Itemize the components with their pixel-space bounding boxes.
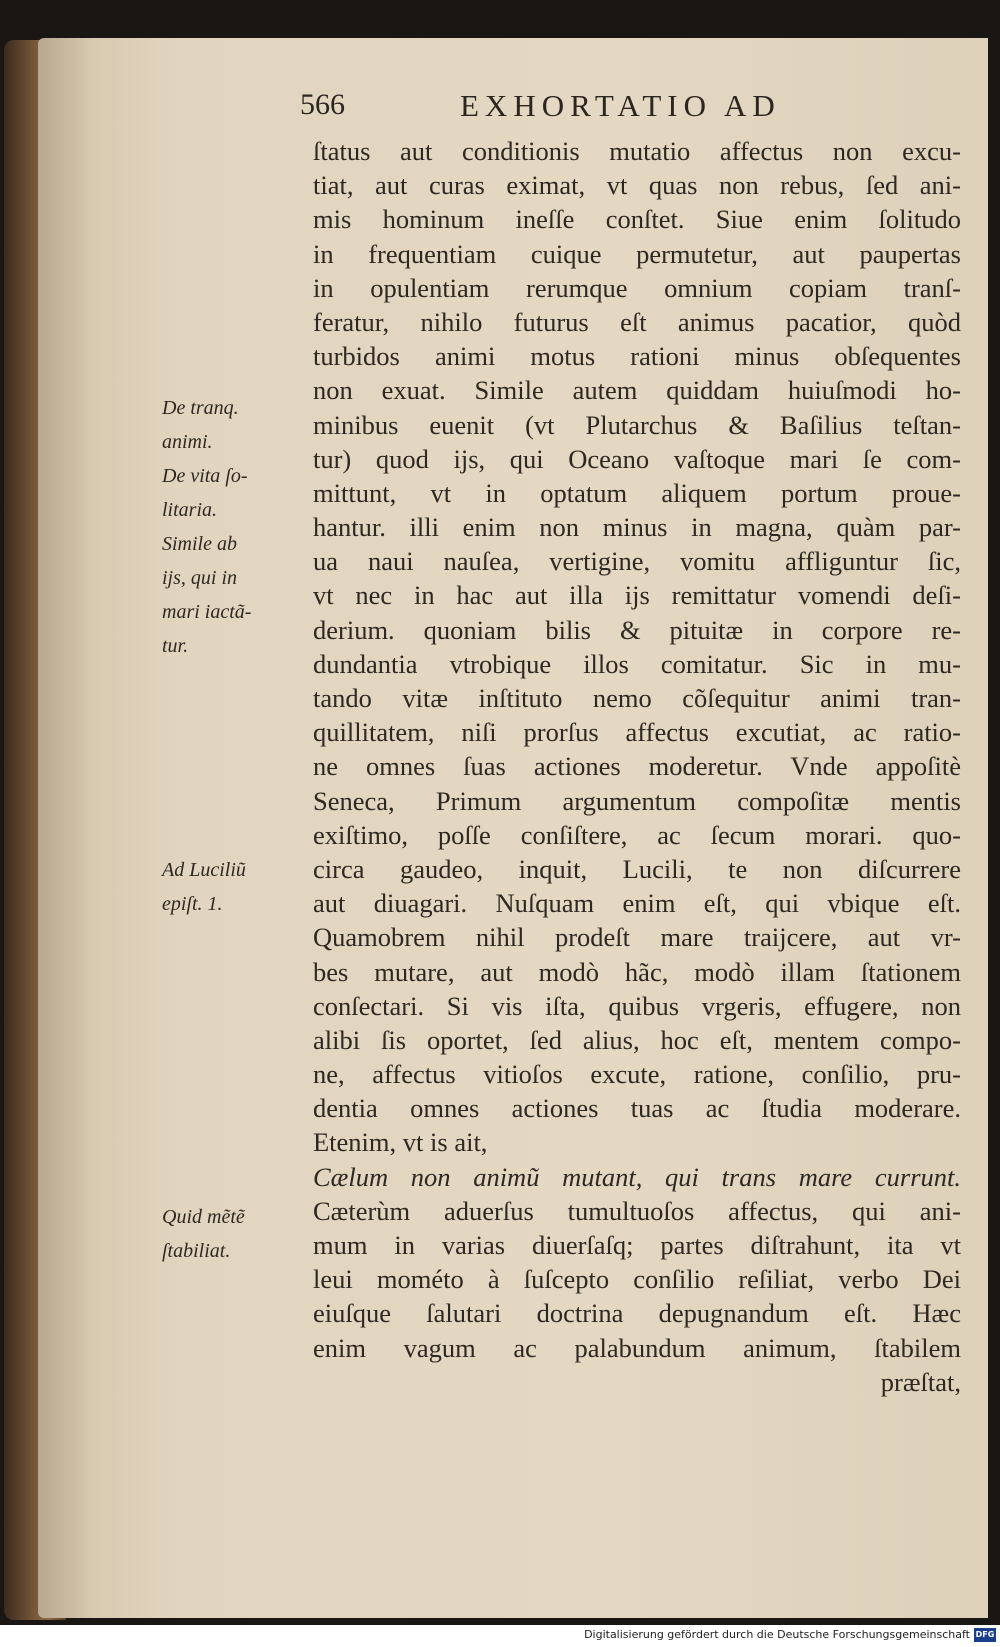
text-line: non exuat. Simile autem quiddam huiuſmodi ho- [313,375,961,406]
text-line: in opulentiam rerumque omnium copiam tranſ- [313,272,961,303]
text-line: bes mutare, aut modò hãc, modò illam ſtationem [313,956,961,987]
text-line: alibi ſis oportet, ſed alius, hoc eſt, mentem compo- [313,1024,961,1055]
verse-quotation: Cælum non animũ mutant, qui trans mare currunt. [313,1161,961,1192]
text-line: eiuſque ſalutari doctrina depugnandum eſt. Hæc [313,1298,961,1329]
text-line: mum in varias diuerſaſq; partes diſtrahunt, ita vt [313,1230,961,1260]
text-line: dundantia vtrobique illos comitatur. Sic in mu- [313,648,961,679]
margin-note-de-tranq: De tranq. animi. De vita ſo- litaria. [162,397,248,521]
catchword: præſtat, [880,1366,961,1397]
text-line: ne, affectus vitioſos excute, ratione, conſilio, pru- [313,1059,961,1090]
text-line: Etenim, vt is ait, [313,1127,488,1158]
text-line: ua naui nauſea, vertigine, vomitu affliguntur ſic, [313,546,961,577]
text-line: ſtatus aut conditionis mutatio affectus non excu- [313,136,961,166]
running-head: EXHORTATIO AD [460,88,781,123]
funding-credit: Digitalisierung gefördert durch die Deutsche Forschungsgemeinschaft [584,1628,970,1641]
text-line: hantur. illi enim non minus in magna, quàm par- [313,512,961,543]
text-line: Cæterùm aduerſus tumultuoſos affectus, qui ani- [313,1195,961,1226]
text-line: derium. quoniam bilis & pituitæ in corpore re- [313,614,961,645]
text-line: circa gaudeo, inquit, Lucili, te non diſcurrere [313,853,961,884]
text-line: dentia omnes actiones tuas ac ſtudia moderare. [313,1093,961,1124]
text-line: Quamobrem nihil prodeſt mare traijcere, aut vr- [313,922,961,953]
dfg-logo: DFG [974,1628,996,1642]
text-line: quillitatem, niſi prorſus affectus excutiat, ac ratio- [313,717,961,748]
text-line: minibus euenit (vt Plutarchus & Baſilius teſtan- [313,409,961,440]
text-line: tando vitæ inſtituto nemo cõſequitur animi tran- [313,683,961,713]
text-line: exiſtimo, poſſe conſiſtere, ac ſecum morari. quo- [313,819,961,850]
margin-note-ad-lucilium: Ad Luciliũ epiſt. 1. [162,859,246,915]
text-line: mis hominum ineſſe conſtet. Siue enim ſolitudo [313,204,961,235]
text-line: vt nec in hac aut illa ijs remittatur vomendi deſi- [313,580,961,611]
text-line: conſectari. Si vis iſta, quibus vrgeris, effugere, non [313,990,961,1021]
text-line: Seneca, Primum argumentum compoſitæ mentis [313,785,961,816]
text-line: leui mométo à ſuſcepto conſilio reſiliat, verbo Dei [313,1264,961,1295]
text-line: mittunt, vt in optatum aliquem portum proue- [313,477,961,508]
text-line: tur) quod ijs, qui Oceano vaſtoque mari ſe com- [313,443,961,474]
text-line: ne omnes ſuas actiones moderetur. Vnde appoſitè [313,751,961,782]
body-text [313,134,961,1399]
footer-bar [0,1625,1000,1647]
text-line: feratur, nihilo futurus eſt animus pacatior, quòd [313,306,961,337]
text-line: turbidos animi motus rationi minus obſequentes [313,341,961,372]
text-line: tiat, aut curas eximat, vt quas non rebus, ſed ani- [313,170,961,201]
page-header [300,88,960,130]
margin-note-quid-mentem: Quid mẽtẽ ſtabiliat. [162,1206,245,1262]
text-line: aut diuagari. Nuſquam enim eſt, qui vbique eſt. [313,888,961,919]
text-line: in frequentiam cuique permutetur, aut paupertas [313,238,961,269]
page-number: 566 [300,88,345,121]
text-line: enim vagum ac palabundum animum, ſtabilem [313,1332,961,1363]
margin-note-simile: Simile ab ijs, qui in mari iactã- tur. [162,533,252,657]
